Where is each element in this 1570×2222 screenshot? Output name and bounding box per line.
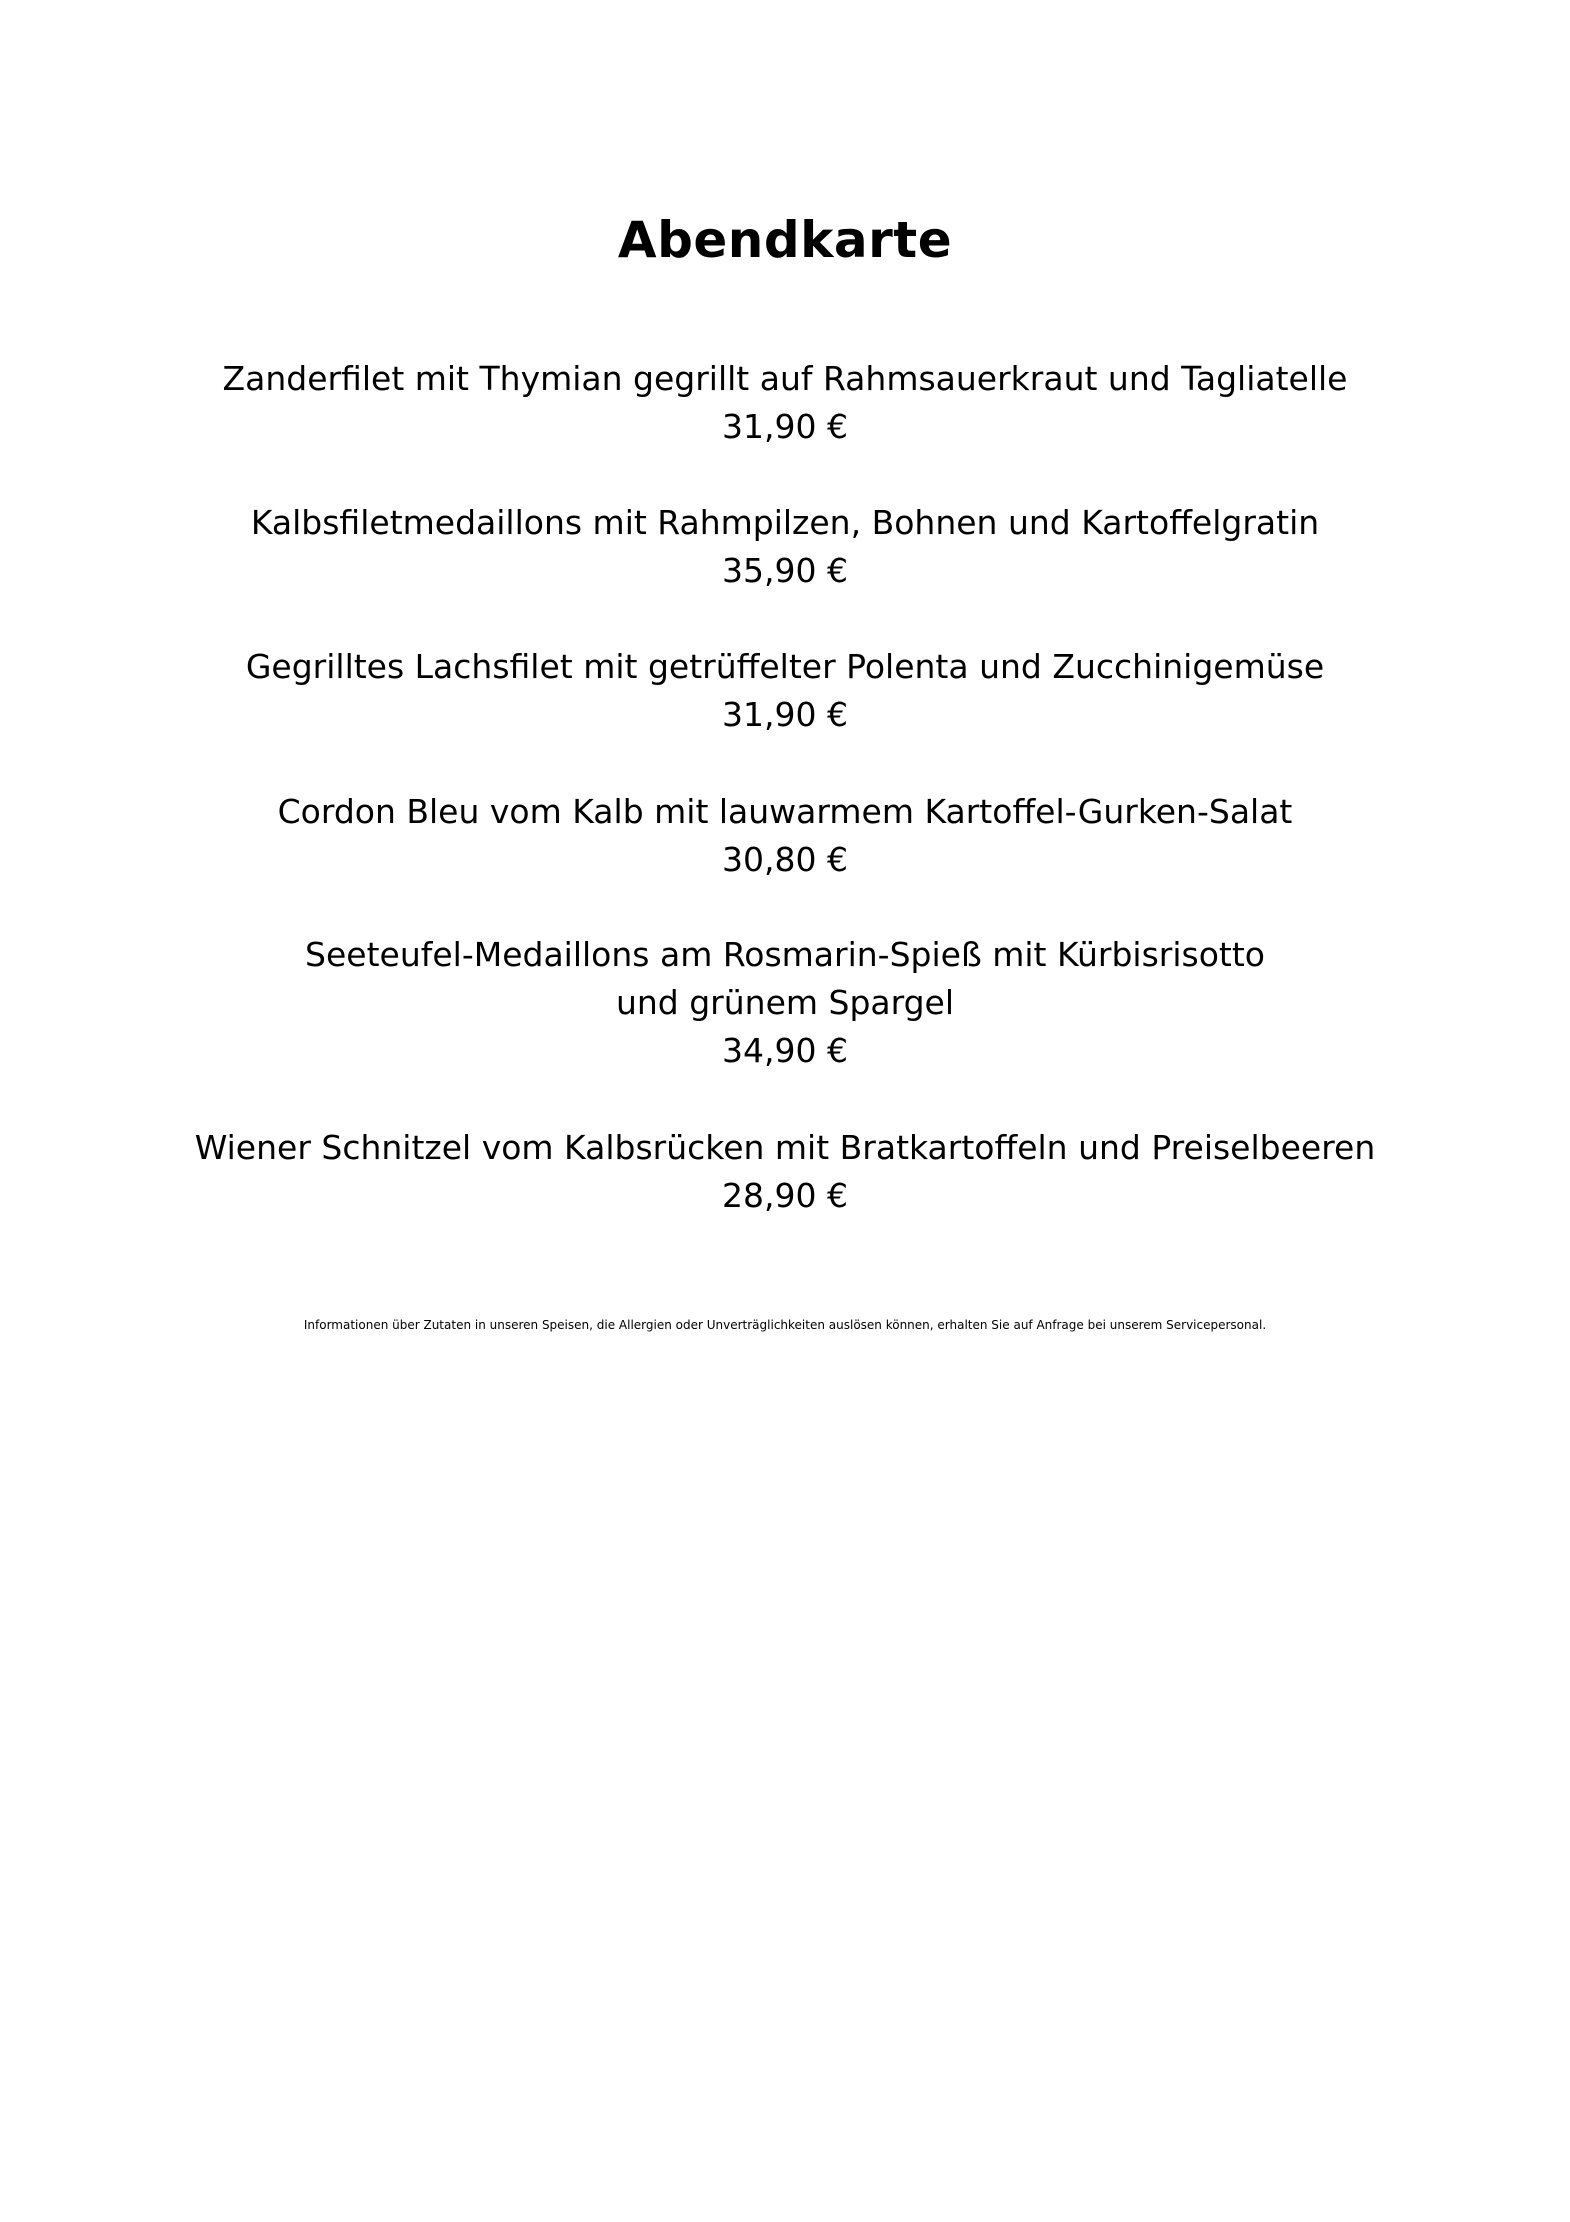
dish-name: Seeteufel-Medaillons am Rosmarin-Spieß mit Kürbisrisotto	[305, 935, 1265, 974]
dish-name: Cordon Bleu vom Kalb mit lauwarmem Kartoffel-Gurken-Salat	[277, 792, 1293, 831]
dish-price: 30,80 €	[722, 840, 848, 879]
dish-price: 31,90 €	[722, 695, 848, 734]
dish-name: Wiener Schnitzel vom Kalbsrücken mit Bratkartoffeln und Preiselbeeren	[194, 1128, 1376, 1167]
dish-price: 34,90 €	[722, 1031, 848, 1070]
dish-price: 28,90 €	[722, 1176, 848, 1215]
dish-name-continued: und grünem Spargel	[615, 983, 955, 1022]
dish-name: Kalbsfiletmedaillons mit Rahmpilzen, Bohnen und Kartoffelgratin	[250, 503, 1320, 542]
dish-name: Gegrilltes Lachsfilet mit getrüffelter Polenta und Zucchinigemüse	[245, 647, 1325, 686]
allergen-note: Informationen über Zutaten in unseren Speisen, die Allergien oder Unverträglichkeiten auslösen können, erhalten Sie auf Anfrage bei unserem Servicepersonal.	[303, 1318, 1267, 1332]
menu-item-wiener-schnitzel	[0, 1124, 1570, 1220]
menu-title: Abendkarte	[617, 211, 953, 269]
menu-item-cordon-bleu	[0, 788, 1570, 884]
dish-name: Zanderfilet mit Thymian gegrillt auf Rahmsauerkraut und Tagliatelle	[222, 359, 1348, 398]
menu-item-lachsfilet	[0, 643, 1570, 739]
dish-price: 31,90 €	[722, 407, 848, 446]
menu-item-seeteufel	[0, 931, 1570, 1075]
menu-item-kalbsfiletmedaillons	[0, 499, 1570, 595]
menu-item-zanderfilet	[0, 355, 1570, 451]
dish-price: 35,90 €	[722, 551, 848, 590]
